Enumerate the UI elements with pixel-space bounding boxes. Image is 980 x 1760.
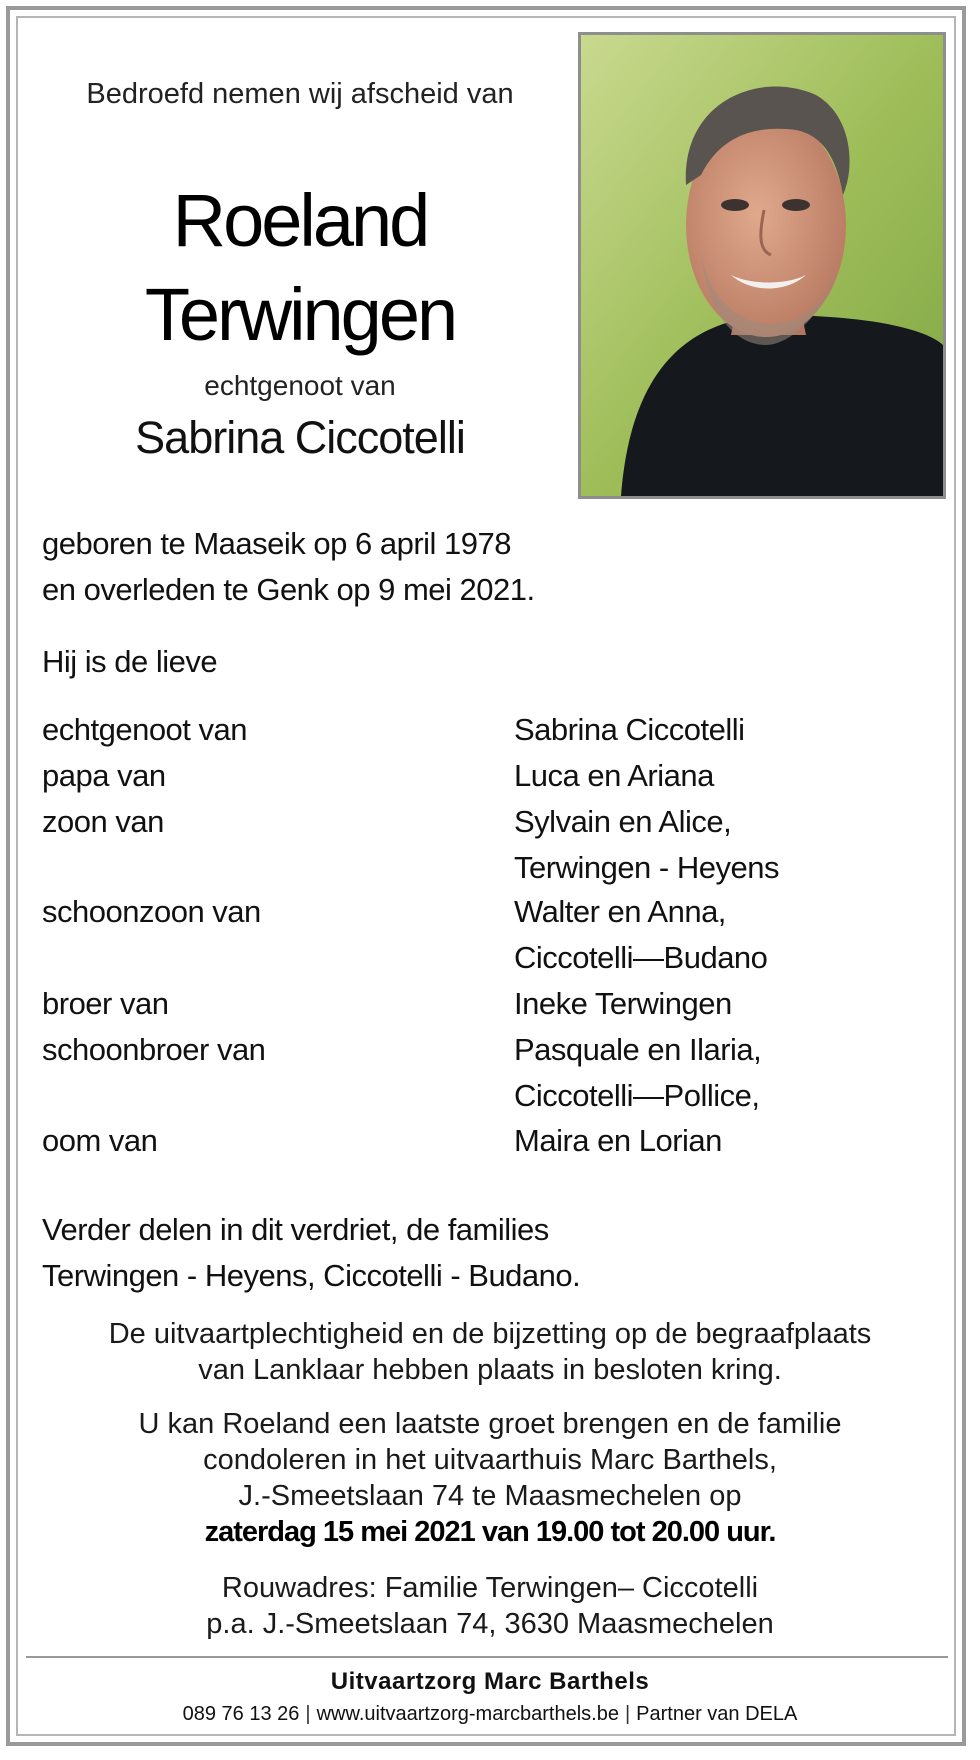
- relation-value: Sylvain en Alice,: [514, 804, 732, 839]
- separator: |: [624, 1703, 631, 1725]
- footer-divider: [26, 1656, 948, 1658]
- visit-line-2: condoleren in het uitvaarthuis Marc Barthels,: [203, 1444, 777, 1476]
- partner-text: Partner van DELA: [636, 1703, 798, 1725]
- deceased-last-name: Terwingen: [144, 273, 456, 356]
- relation-value: Ciccotelli—Budano: [514, 940, 768, 975]
- portrait-illustration: [581, 35, 943, 496]
- visit-line-3: J.-Smeetslaan 74 te Maasmechelen op: [238, 1480, 742, 1512]
- spouse-name: Sabrina Ciccotelli: [135, 412, 465, 463]
- phone-number: 089 76 13 26: [182, 1703, 300, 1725]
- relation-value: Luca en Ariana: [514, 758, 714, 793]
- spouse-label: echtgenoot van: [204, 370, 396, 401]
- website-link[interactable]: www.uitvaartzorg-marcbarthels.be: [316, 1703, 619, 1725]
- relation-value: Terwingen - Heyens: [514, 850, 779, 885]
- relation-label: papa van: [42, 758, 166, 793]
- relation-value: Ineke Terwingen: [514, 986, 732, 1021]
- ceremony-line-1: De uitvaartplechtigheid en de bijzetting op de begraafplaats: [108, 1318, 872, 1350]
- relation-value: Sabrina Ciccotelli: [514, 712, 745, 747]
- relation-value: Ciccotelli—Pollice,: [514, 1078, 760, 1113]
- relation-label: oom van: [42, 1123, 158, 1158]
- relation-label: schoonbroer van: [42, 1032, 266, 1067]
- ceremony-line-2: van Lanklaar hebben plaats in besloten kring.: [198, 1354, 782, 1386]
- relation-value: Walter en Anna,: [514, 894, 726, 929]
- deceased-first-name: Roeland: [172, 179, 428, 262]
- relation-value: Maira en Lorian: [514, 1123, 722, 1158]
- funeral-company-name: Uitvaartzorg Marc Barthels: [330, 1668, 650, 1695]
- relations-intro: Hij is de lieve: [42, 644, 218, 679]
- visit-date-time: zaterdag 15 mei 2021 van 19.00 tot 20.00 uur.: [204, 1516, 776, 1548]
- death-line: en overleden te Genk op 9 mei 2021.: [42, 572, 535, 607]
- intro-text: Bedroefd nemen wij afscheid van: [86, 78, 514, 110]
- address-line-1: Rouwadres: Familie Terwingen– Ciccotelli: [221, 1572, 759, 1604]
- sharing-line-2: Terwingen - Heyens, Ciccotelli - Budano.: [42, 1258, 581, 1293]
- relation-label: broer van: [42, 986, 169, 1021]
- separator: |: [305, 1703, 311, 1725]
- footer-contact: [30, 1703, 950, 1726]
- visit-line-1: U kan Roeland een laatste groet brengen en de familie: [138, 1408, 842, 1440]
- relation-label: echtgenoot van: [42, 712, 248, 747]
- birth-line: geboren te Maaseik op 6 april 1978: [42, 526, 511, 561]
- portrait-photo: [578, 32, 946, 499]
- relation-value: Pasquale en Ilaria,: [514, 1032, 762, 1067]
- relation-label: schoonzoon van: [42, 894, 261, 929]
- address-line-2: p.a. J.-Smeetslaan 74, 3630 Maasmechelen: [206, 1608, 774, 1640]
- relation-label: zoon van: [42, 804, 164, 839]
- sharing-line-1: Verder delen in dit verdriet, de families: [42, 1212, 549, 1247]
